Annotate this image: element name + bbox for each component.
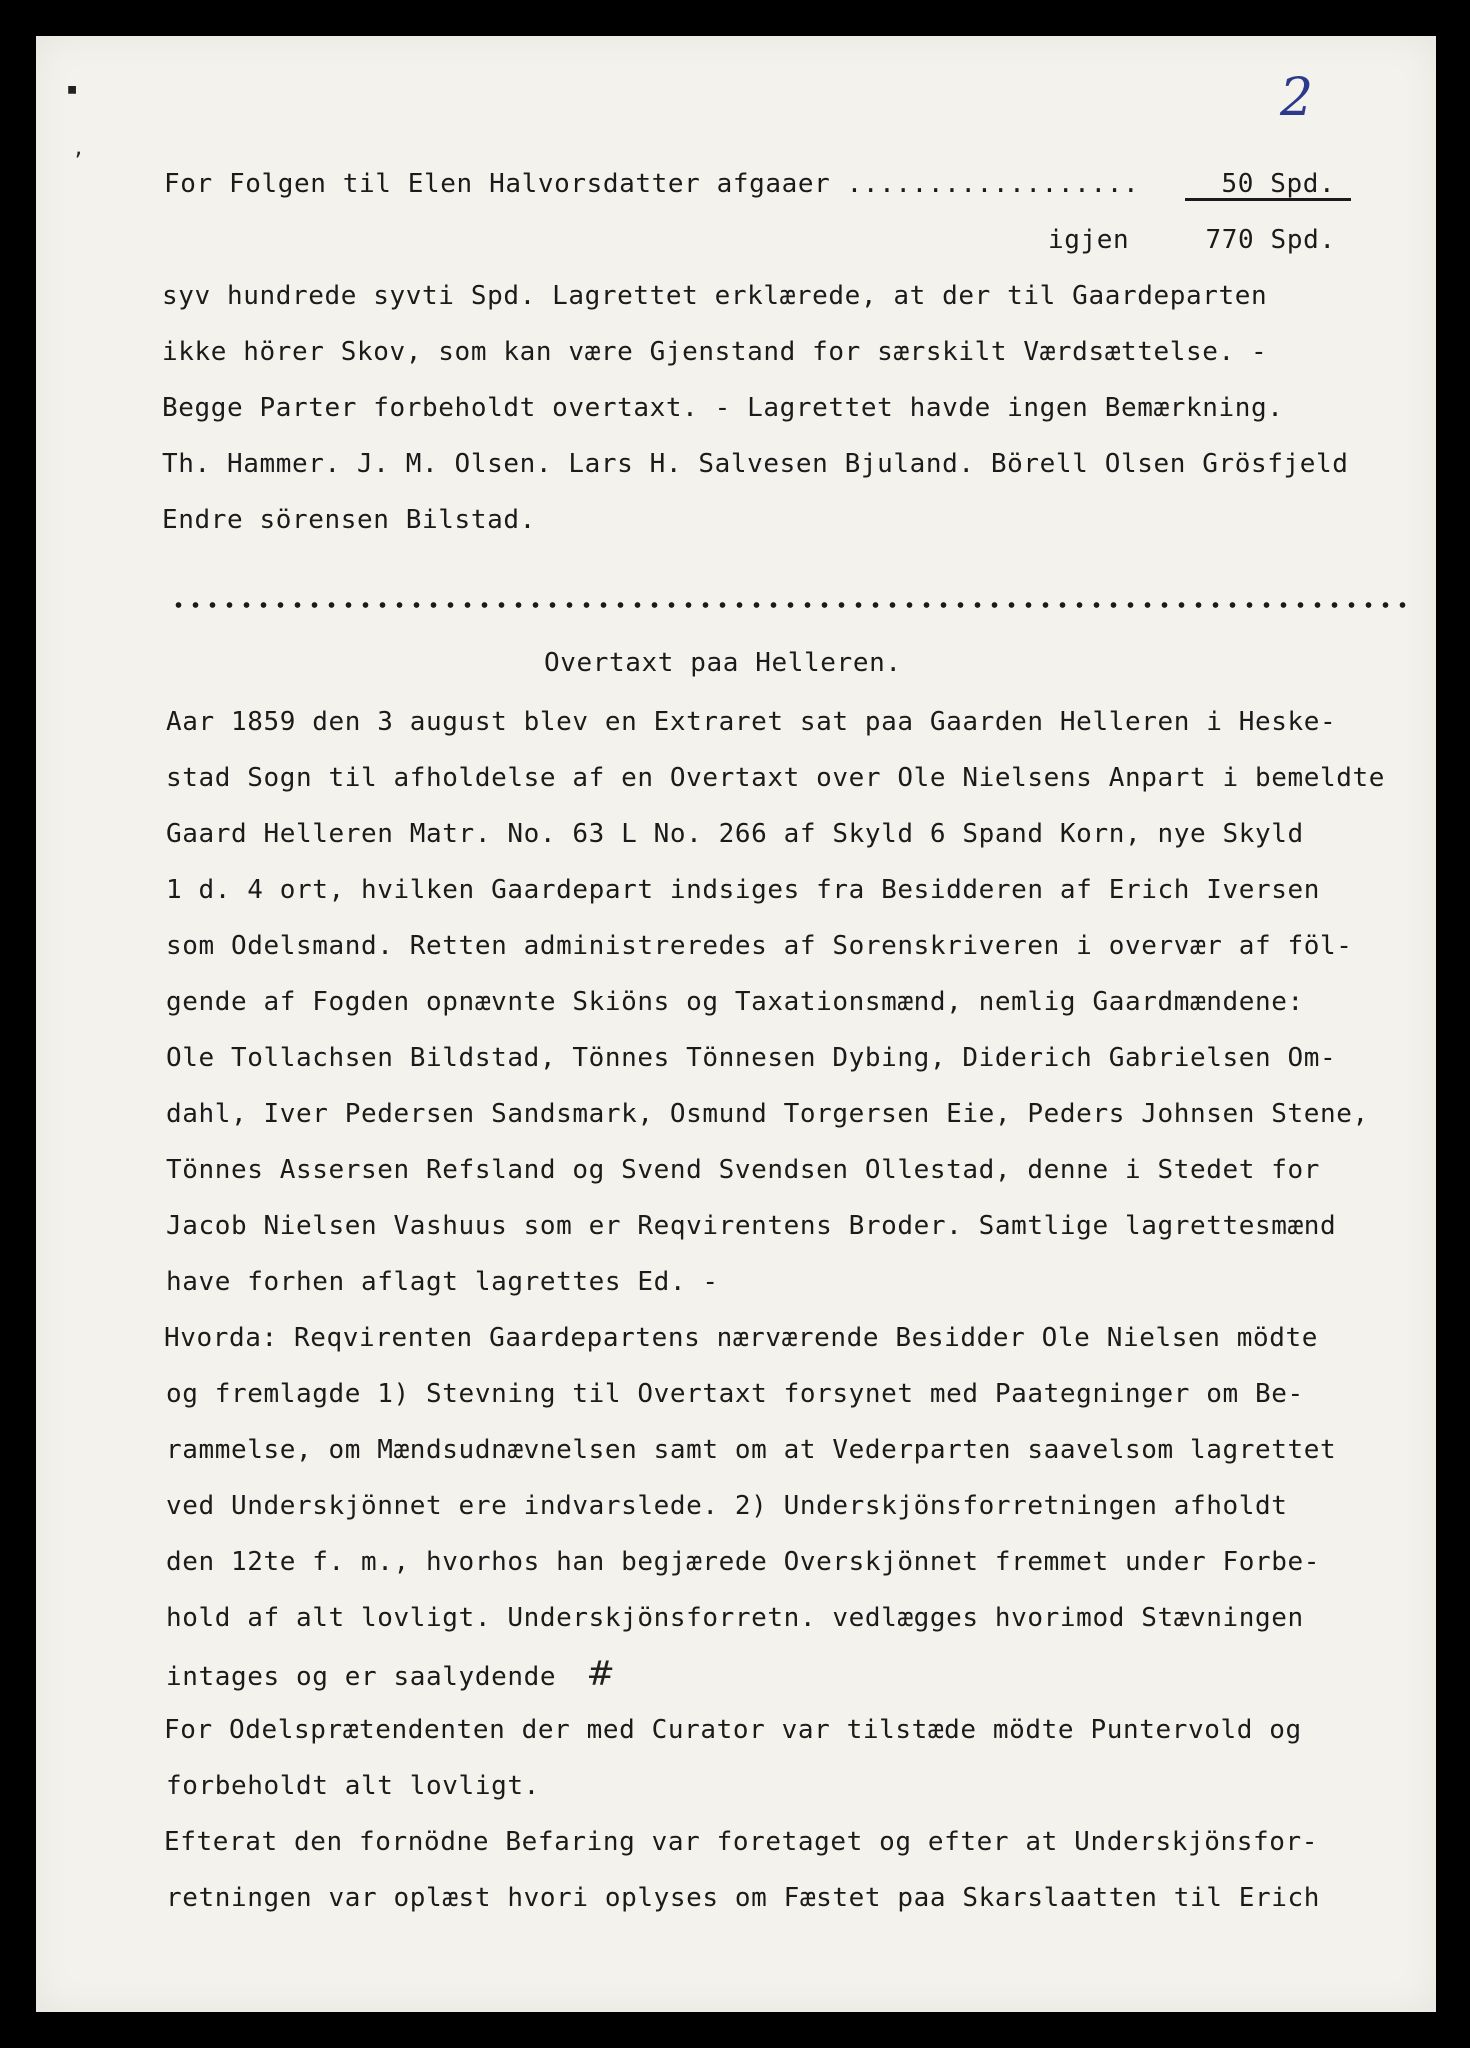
paragraph1-line-4: Th. Hammer. J. M. Olsen. Lars H. Salvesen Bjuland. Börell Olsen Grösfjeld <box>162 449 1349 479</box>
paragraph1-line-3: Begge Parter forbeholdt overtaxt. - Lagrettet havde ingen Bemærkning. <box>162 393 1284 423</box>
paragraph2-line-3: Gaard Helleren Matr. No. 63 L No. 266 af Skyld 6 Spand Korn, nye Skyld <box>166 819 1304 849</box>
deduction-text: For Folgen til Elen Halvorsdatter afgaaer .................. <box>164 169 1140 199</box>
paragraph3-line-3: Efterat den fornödne Befaring var foretaget og efter at Underskjönsfor- <box>164 1827 1318 1857</box>
paragraph2-line-8: dahl, Iver Pedersen Sandsmark, Osmund Torgersen Eie, Peders Johnsen Stene, <box>166 1099 1369 1129</box>
paragraph1-line-5: Endre sörensen Bilstad. <box>162 505 536 535</box>
paragraph2-line-10: Jacob Nielsen Vashuus som er Reqvirentens Broder. Samtlige lagrettesmænd <box>166 1211 1337 1241</box>
paragraph2-line-5: som Odelsmand. Retten administreredes af Sorenskriveren i overvær af föl- <box>166 931 1353 961</box>
paragraph3-line-1: For Odelsprætendenten der med Curator var tilstæde mödte Puntervold og <box>164 1715 1302 1745</box>
handwritten-page-number: 2 <box>1280 68 1314 128</box>
paragraph2-line-12: Hvorda: Reqvirenten Gaardepartens nærværende Besidder Ole Nielsen mödte <box>164 1323 1318 1353</box>
remainder-label: igjen <box>1048 225 1130 255</box>
paragraph2-line-13: og fremlagde 1) Stevning til Overtaxt forsynet med Paategninger om Be- <box>166 1379 1304 1409</box>
deduction-amount: 50 Spd. <box>1185 170 1351 201</box>
paragraph1-line-1: syv hundrede syvti Spd. Lagrettet erklærede, at der til Gaardeparten <box>162 281 1268 311</box>
paragraph2-line-16: den 12te f. m., hvorhos han begjærede Overskjönnet fremmet under Forbe- <box>166 1547 1320 1577</box>
margin-mark-second: ʼ <box>72 148 85 172</box>
margin-mark-top: ▪ <box>66 76 79 100</box>
paragraph3-line-2: forbeholdt alt lovligt. <box>166 1771 540 1801</box>
paragraph2-line-11: have forhen aflagt lagrettes Ed. - <box>166 1267 719 1297</box>
intages-text: intages og er saalydende <box>166 1662 557 1692</box>
intages-line <box>166 1654 616 1694</box>
remainder-line <box>1048 224 1336 256</box>
paragraph2-line-6: gende af Fogden opnævnte Skiöns og Taxationsmænd, nemlig Gaardmændene: <box>166 987 1304 1017</box>
paragraph2-line-9: Tönnes Assersen Refsland og Svend Svendsen Ollestad, denne i Stedet for <box>166 1155 1320 1185</box>
paragraph2-line-14: rammelse, om Mændsudnævnelsen samt om at Vederparten saavelsom lagrettet <box>166 1435 1337 1465</box>
paragraph3-line-4: retningen var oplæst hvori oplyses om Fæstet paa Skarslaatten til Erich <box>166 1883 1320 1913</box>
paragraph2-line-1: Aar 1859 den 3 august blev en Extraret sat paa Gaarden Helleren i Heske- <box>166 707 1337 737</box>
section-heading: Overtaxt paa Helleren. <box>544 648 902 678</box>
paragraph2-line-2: stad Sogn til afholdelse af en Overtaxt over Ole Nielsens Anpart i bemeldte <box>166 763 1385 793</box>
paragraph1-line-2: ikke hörer Skov, som kan være Gjenstand for særskilt Værdsættelse. - <box>162 337 1268 367</box>
paragraph2-line-17: hold af alt lovligt. Underskjönsforretn. vedlægges hvorimod Stævningen <box>166 1603 1304 1633</box>
paragraph2-line-4: 1 d. 4 ort, hvilken Gaardepart indsiges fra Besidderen af Erich Iversen <box>166 875 1320 905</box>
document-page <box>36 36 1436 2012</box>
deduction-line <box>164 168 1351 201</box>
paragraph2-line-7: Ole Tollachsen Bildstad, Tönnes Tönnesen Dybing, Diderich Gabrielsen Om- <box>166 1043 1337 1073</box>
paragraph2-line-15: ved Underskjönnet ere indvarslede. 2) Underskjönsforretningen afholdt <box>166 1491 1288 1521</box>
remainder-amount: 770 Spd. <box>1205 225 1336 255</box>
handwritten-hash-mark: # <box>586 1654 616 1694</box>
dotted-separator <box>170 600 1412 610</box>
